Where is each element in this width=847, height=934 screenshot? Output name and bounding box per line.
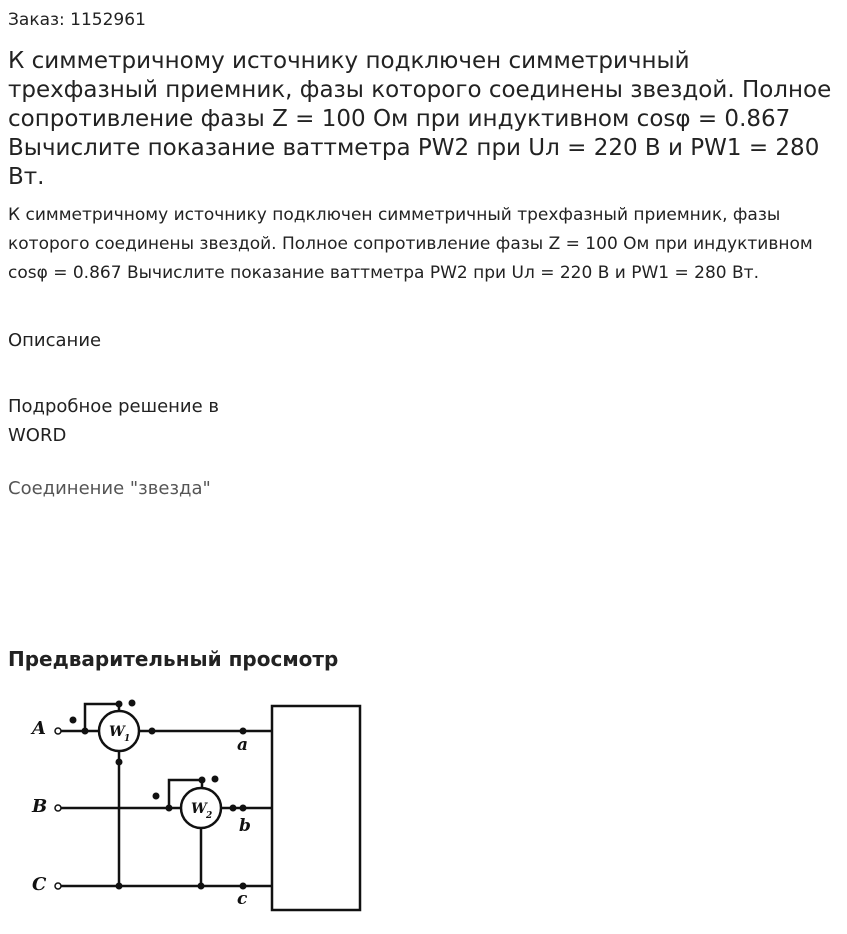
meter-1-index: 1 bbox=[124, 734, 131, 744]
load-label-c: c bbox=[237, 889, 248, 909]
solution-line-1: Подробное решение в bbox=[8, 396, 220, 417]
solution-note bbox=[8, 392, 248, 450]
meter-2-letter: W bbox=[191, 801, 207, 817]
load-label-a: a bbox=[237, 735, 249, 755]
source-label-b: B bbox=[32, 796, 48, 817]
meter-2-index: 2 bbox=[206, 811, 213, 821]
order-number: Заказ: 1152961 bbox=[8, 10, 146, 30]
solution-line-2: WORD bbox=[8, 425, 67, 446]
circuit-diagram bbox=[20, 690, 370, 922]
source-label-a: A bbox=[32, 718, 46, 739]
task-text: К симметричному источнику подключен симметричный трехфазный приемник, фазы которого соединены звездой. Полное сопротивление фазы Z = 100 Ом при индуктивном cosφ = 0.867 Вычислите показание ваттметра PW2 при Uл = 220 В и PW1 = 280 Вт. bbox=[8, 205, 813, 283]
load-label-b: b bbox=[239, 816, 251, 836]
source-label-c: C bbox=[32, 874, 47, 895]
meter-1-letter: W bbox=[109, 724, 125, 740]
task-title: К симметричному источнику подключен симметричный трехфазный приемник, фазы которого соединены звездой. Полное сопротивление фазы Z = 100 Ом при индуктивном cosφ = 0.867 Вычислите показание ваттметра PW2 при Uл = 220 В и PW1 = 280 Вт. bbox=[8, 48, 832, 190]
description-label: Описание bbox=[8, 330, 102, 351]
tag-link-star-connection[interactable]: Соединение "звезда" bbox=[8, 478, 211, 499]
preview-heading: Предварительный просмотр bbox=[8, 647, 339, 671]
